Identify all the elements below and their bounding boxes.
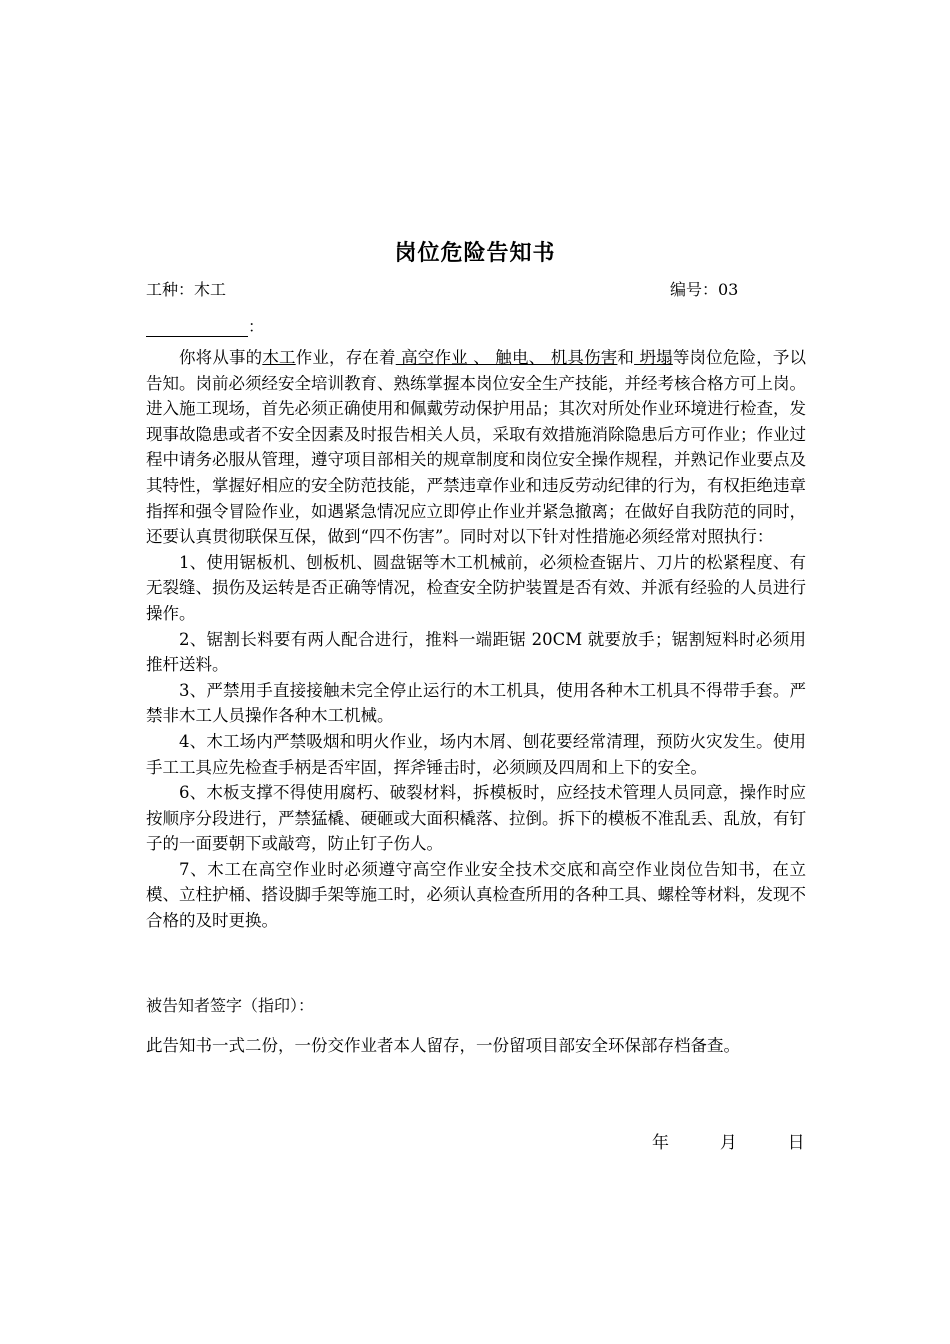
signature-label: 被告知者签字（指印）：: [146, 996, 315, 1015]
date-month: 月: [719, 1133, 737, 1153]
measure-item: 6、木板支撑不得使用腐朽、破裂材料，拆模板时，应经技术管理人员同意，操作时应按顺序分段进行，严禁猛橇、硬砸或大面积橇落、拉倒。拆下的模板不准乱丢、乱放，有钉子的一面要朝下或敲弯，防止钉子伤人。: [146, 783, 806, 854]
measure-item: 7、木工在高空作业时必须遵守高空作业安全技术交底和高空作业岗位告知书，在立模、立柱护桶、搭设脚手架等施工时，必须认真检查所用的各种工具、螺栓等材料，发现不合格的及时更换。: [146, 859, 806, 931]
intro-paragraph: 你将从事的木工作业，存在着 高空作业 、 触电、 机具伤害和 坍塌等岗位危险，予以告知。岗前必须经安全培训教育、熟练掌握本岗位安全生产技能，并经考核合格方可上岗。进入施工现场，首先必须正确使用和佩戴劳动保护用品；其次对所处作业环境进行检查，发现事故隐患或者不安全因素及时报告相关人员，采取有效措施消除隐患后方可作业；作业过程中请务必服从管理，遵守项目部相关的规章制度和岗位安全操作规程，并熟记作业要点及其特性，掌握好相应的安全防范技能，严禁违章作业和违反劳动纪律的行为，有权拒绝违章指挥和强令冒险作业，如遇紧急情况应立即停止作业并紧急撤离；在做好自我防范的同时，还要认真贯彻联保互保，做到“四不伤害”。同时对以下针对性措施必须经常对照执行：: [146, 348, 807, 547]
copies-note: 此告知书一式二份，一份交作业者本人留存，一份留项目部安全环保部存档备查。: [146, 1036, 740, 1055]
measure-item: 3、严禁用手直接接触未完全停止运行的木工机具，使用各种木工机具不得带手套。严禁非木工人员操作各种木工机械。: [146, 680, 806, 726]
document-number: 编号：03: [670, 280, 739, 299]
hazard-list: 高空作业 、 触电、 机具伤害: [395, 348, 618, 367]
measure-item: 4、木工场内严禁吸烟和明火作业，场内木屑、刨花要经常清理，预防火灾发生。使用手工工具应先检查手柄是否牢固，挥斧锤击时，必须顾及四周和上下的安全。: [146, 731, 806, 777]
addressee-colon: ：: [248, 317, 265, 336]
date-day: 日: [787, 1133, 805, 1153]
notice-body: [146, 345, 806, 934]
addressee-blank: [146, 319, 248, 337]
hazard-collapse: 坍塌: [634, 348, 673, 367]
measure-item: 1、使用锯板机、刨板机、圆盘锯等木工机械前，必须检查锯片、刀片的松紧程度、有无裂缝、损伤及运转是否正确等情况，检查安全防护装置是否有效、并派有经验的人员进行操作。: [146, 552, 806, 623]
date-year: 年: [652, 1133, 669, 1153]
job-name: 木工: [262, 348, 296, 367]
date-line: [652, 1128, 805, 1153]
addressee-line: [146, 314, 264, 337]
measure-item: 2、锯割长料要有两人配合进行，推料一端距锯 20CM 就要放手；锯割短料时必须用推杆送料。: [146, 629, 806, 675]
document-title: 岗位危险告知书: [394, 240, 556, 266]
job-type-label: 工种：木工: [146, 280, 227, 299]
